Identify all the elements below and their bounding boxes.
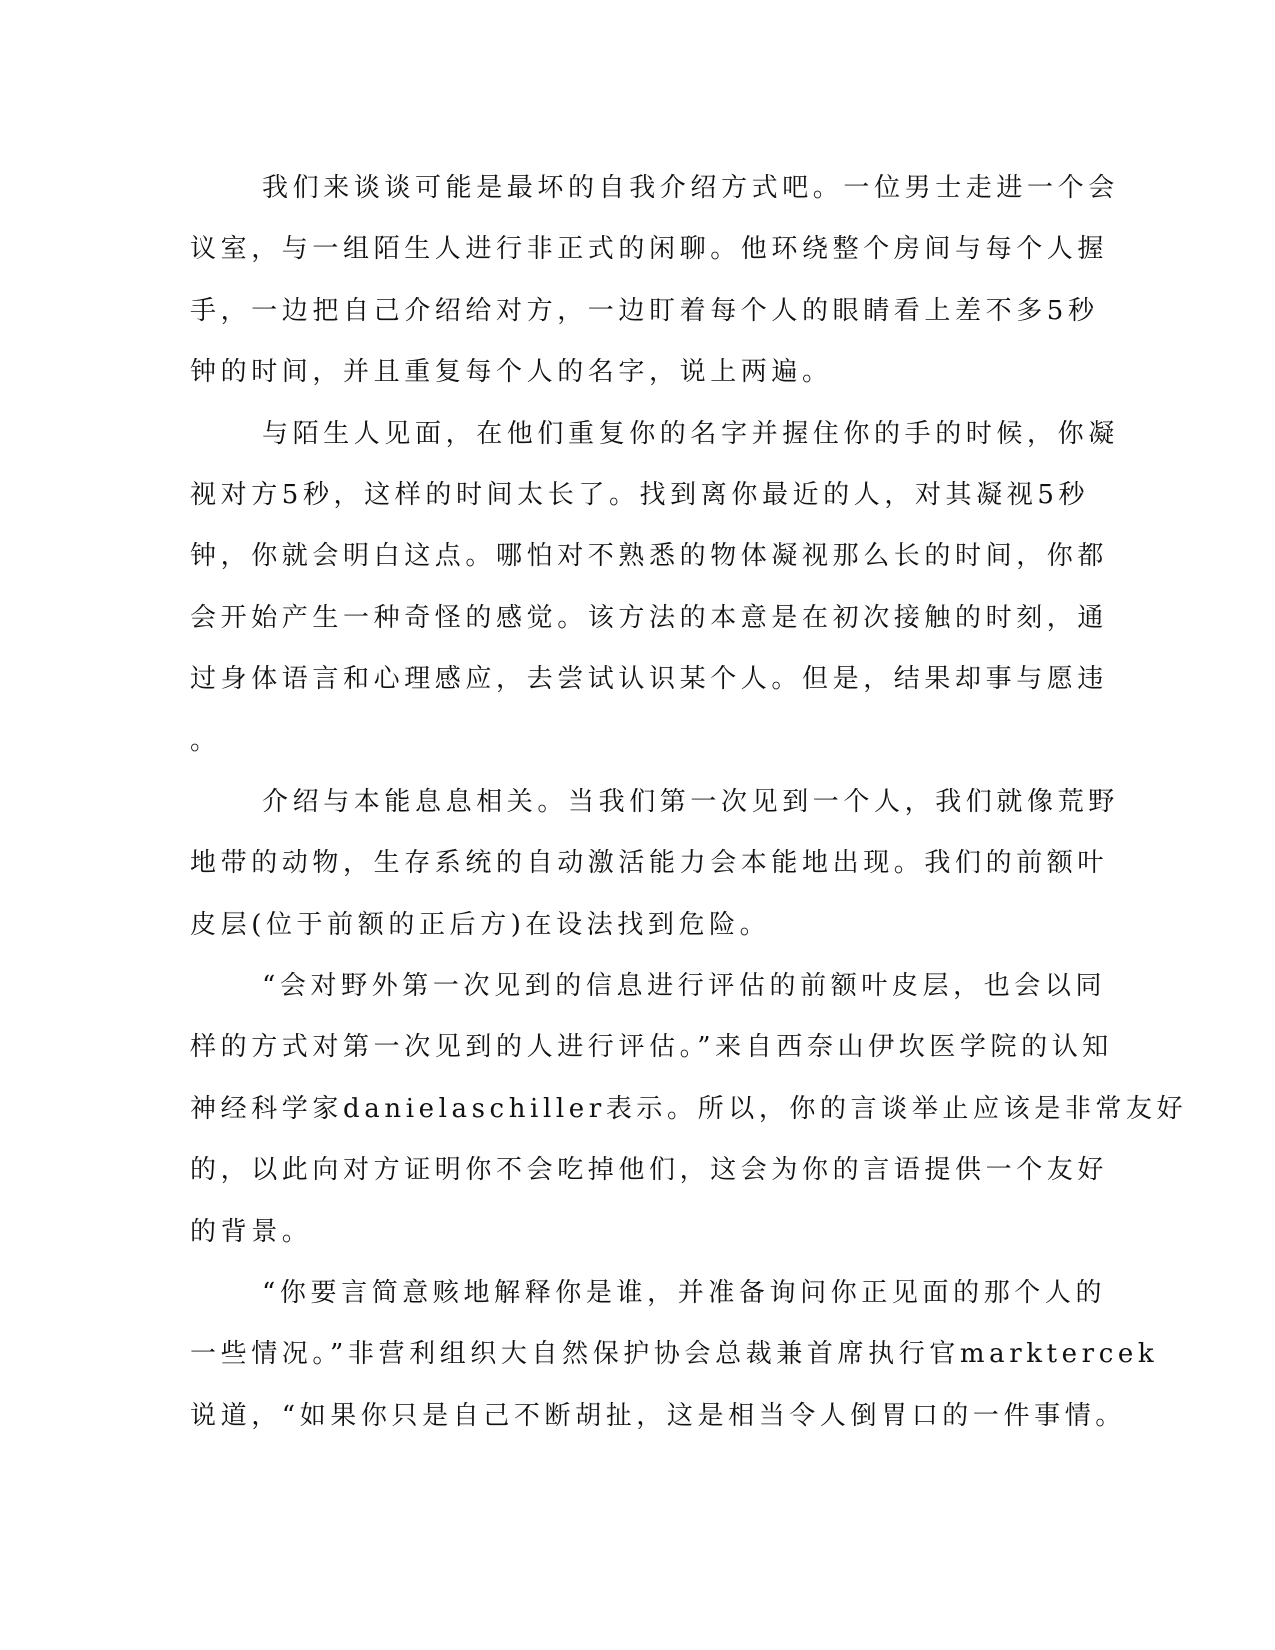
text-line: “会对野外第一次见到的信息进行评估的前额叶皮层，也会以同	[262, 971, 1107, 1002]
document-body	[190, 158, 1188, 1447]
text-line: 钟，你就会明白这点。哪怕对不熟悉的物体凝视那么长的时间，你都	[190, 541, 1109, 572]
text-line: 皮层(位于前额的正后方)在设法找到危险。	[190, 909, 771, 940]
text-line: 地带的动物，生存系统的自动激活能力会本能地出现。我们的前额叶	[190, 848, 1109, 879]
text-line: 说道，“如果你只是自己不断胡扯，这是相当令人倒胃口的一件事情。	[190, 1400, 1126, 1431]
text-line: “你要言简意赅地解释你是谁，并准备询问你正见面的那个人的	[262, 1278, 1107, 1309]
text-line: 钟的时间，并且重复每个人的名字，说上两遍。	[190, 357, 833, 388]
text-line: 手，一边把自己介绍给对方，一边盯着每个人的眼睛看上差不多5秒	[190, 295, 1099, 326]
text-line: 视对方5秒，这样的时间太长了。找到离你最近的人，对其凝视5秒	[190, 479, 1090, 510]
text-line: 的，以此向对方证明你不会吃掉他们，这会为你的言语提供一个友好	[190, 1155, 1109, 1186]
text-line: 一些情况。”非营利组织大自然保护协会总裁兼首席执行官marktercek	[190, 1339, 1159, 1370]
text-line: 会开始产生一种奇怪的感觉。该方法的本意是在初次接触的时刻，通	[190, 602, 1109, 633]
text-line: 介绍与本能息息相关。当我们第一次见到一个人，我们就像荒野	[262, 786, 1119, 817]
text-line: 的背景。	[190, 1216, 313, 1247]
text-line: 过身体语言和心理感应，去尝试认识某个人。但是，结果却事与愿违	[190, 664, 1109, 695]
text-line: 议室，与一组陌生人进行非正式的闲聊。他环绕整个房间与每个人握	[190, 234, 1109, 265]
text-line: 。	[190, 725, 221, 756]
text-line: 与陌生人见面，在他们重复你的名字并握住你的手的时候，你凝	[262, 418, 1119, 449]
text-line: 神经科学家danielaschiller表示。所以，你的言谈举止应该是非常友好	[190, 1093, 1188, 1124]
text-line: 我们来谈谈可能是最坏的自我介绍方式吧。一位男士走进一个会	[262, 173, 1119, 203]
text-line: 样的方式对第一次见到的人进行评估。”来自西奈山伊坎医学院的认知	[190, 1032, 1113, 1063]
